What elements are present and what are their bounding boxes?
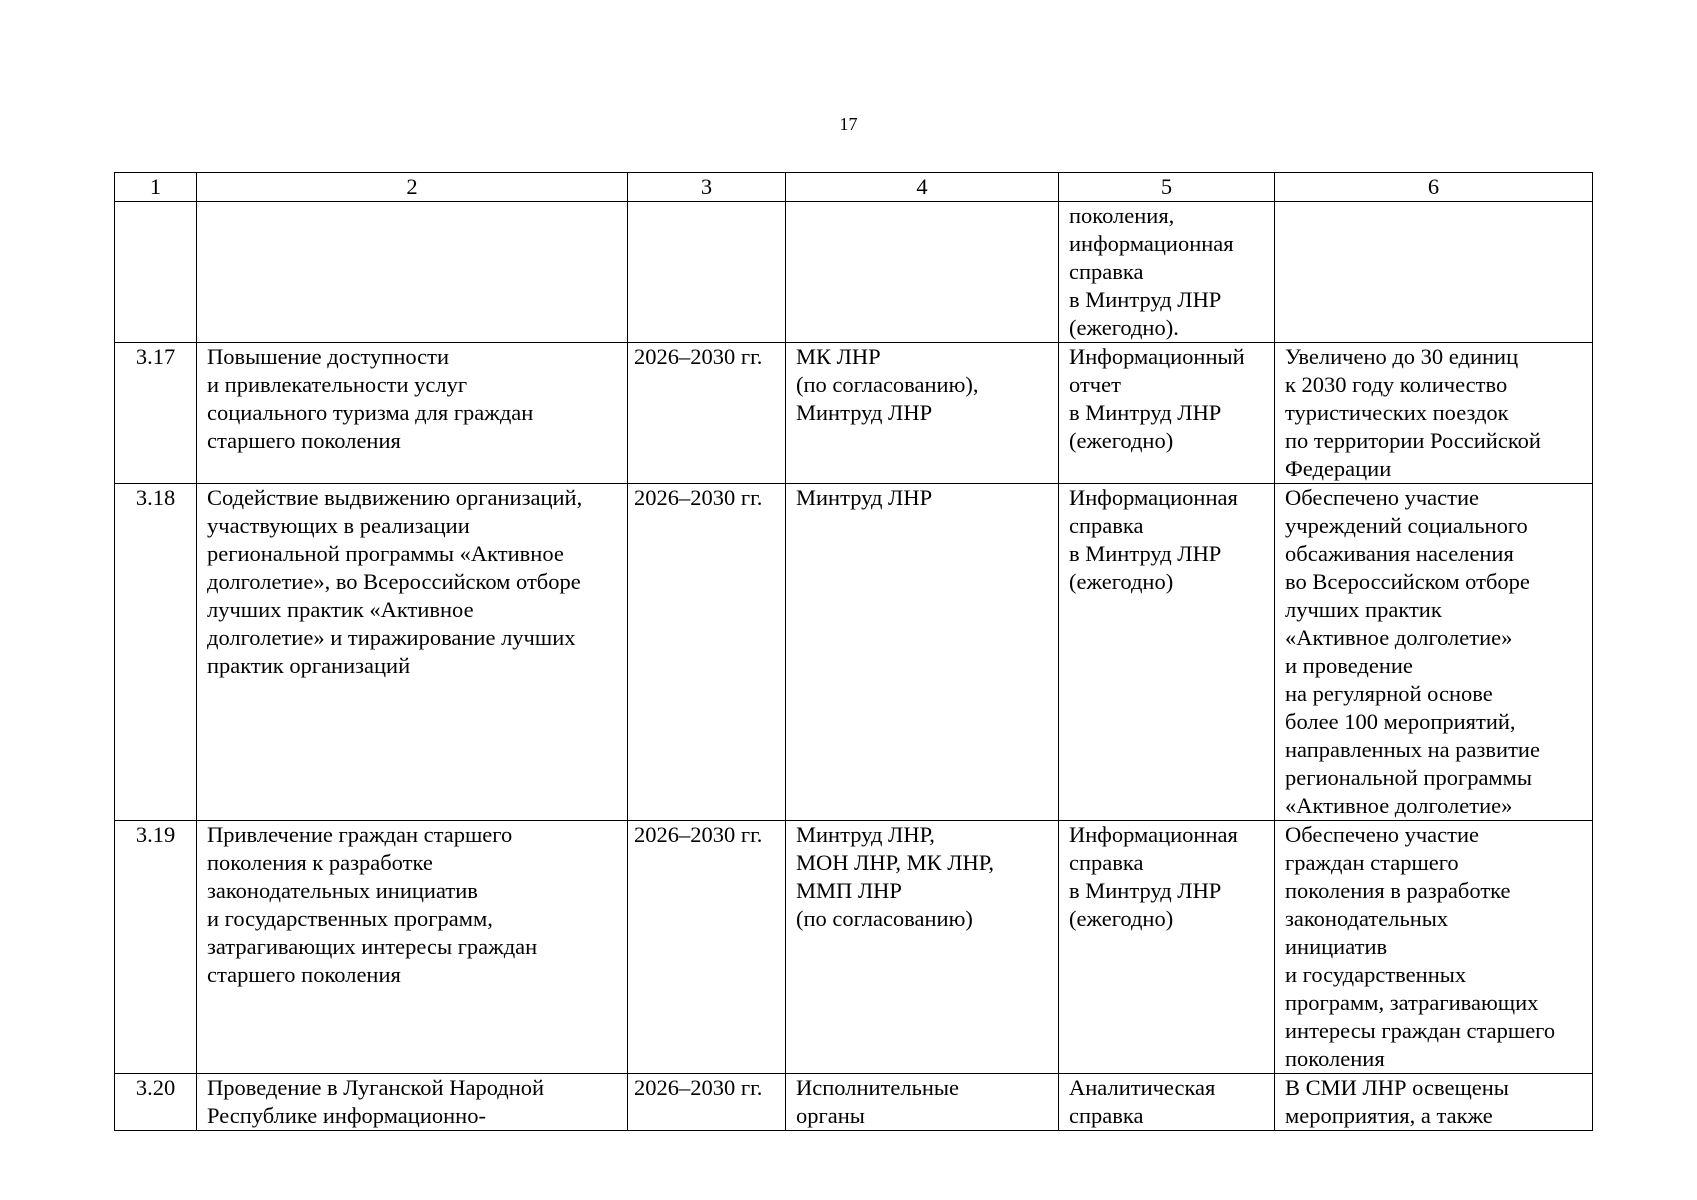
row-action [197, 202, 628, 343]
table-row [115, 484, 1593, 821]
row-report: Информационная справка в Минтруд ЛНР (ежегодно) [1059, 484, 1275, 821]
table-row [115, 1074, 1593, 1131]
row-period: 2026–2030 гг. [628, 1074, 786, 1131]
page-number: 17 [839, 114, 858, 134]
row-executor [786, 202, 1059, 343]
table-header-row [115, 173, 1593, 202]
row-period [628, 202, 786, 343]
row-number: 3.19 [115, 821, 197, 1074]
row-action: Привлечение граждан старшего поколения к разработке законодательных инициатив и государственных программ, затрагивающих интересы граждан старшего поколения [197, 821, 628, 1074]
header-col-6: 6 [1275, 173, 1593, 202]
row-action: Повышение доступности и привлекательности услуг социального туризма для граждан старшего поколения [197, 343, 628, 484]
row-executor: Минтруд ЛНР [786, 484, 1059, 821]
row-executor: Минтруд ЛНР, МОН ЛНР, МК ЛНР, ММП ЛНР (по согласованию) [786, 821, 1059, 1074]
header-col-5: 5 [1059, 173, 1275, 202]
row-period: 2026–2030 гг. [628, 484, 786, 821]
plan-table [114, 172, 1593, 1131]
table-row [115, 343, 1593, 484]
row-result: В СМИ ЛНР освещены мероприятия, а также [1275, 1074, 1593, 1131]
row-action: Проведение в Луганской Народной Республике информационно- [197, 1074, 628, 1131]
table-row [115, 821, 1593, 1074]
row-result: Увеличено до 30 единиц к 2030 году количество туристических поездок по территории Российской Федерации [1275, 343, 1593, 484]
header-col-2: 2 [197, 173, 628, 202]
header-col-3: 3 [628, 173, 786, 202]
row-executor: Исполнительные органы [786, 1074, 1059, 1131]
row-result: Обеспечено участие учреждений социального обсаживания населения во Всероссийском отборе лучших практик «Активное долголетие» и проведение на регулярной основе более 100 мероприятий, направленных на развитие региональной программы «Активное долголетие» [1275, 484, 1593, 821]
row-period: 2026–2030 гг. [628, 821, 786, 1074]
header-col-1: 1 [115, 173, 197, 202]
row-number: 3.18 [115, 484, 197, 821]
row-report: Информационный отчет в Минтруд ЛНР (ежегодно) [1059, 343, 1275, 484]
row-report: Аналитическая справка [1059, 1074, 1275, 1131]
header-col-4: 4 [786, 173, 1059, 202]
row-result [1275, 202, 1593, 343]
row-number [115, 202, 197, 343]
row-report: Информационная справка в Минтруд ЛНР (ежегодно) [1059, 821, 1275, 1074]
row-executor: МК ЛНР (по согласованию), Минтруд ЛНР [786, 343, 1059, 484]
row-result: Обеспечено участие граждан старшего поколения в разработке законодательных инициатив и государственных программ, затрагивающих интересы граждан старшего поколения [1275, 821, 1593, 1074]
row-report: поколения, информационная справка в Минтруд ЛНР (ежегодно). [1059, 202, 1275, 343]
row-number: 3.20 [115, 1074, 197, 1131]
row-number: 3.17 [115, 343, 197, 484]
row-period: 2026–2030 гг. [628, 343, 786, 484]
row-action: Содействие выдвижению организаций, участвующих в реализации региональной программы «Активное долголетие», во Всероссийском отборе лучших практик «Активное долголетие» и тиражирование лучших практик организаций [197, 484, 628, 821]
table-row [115, 202, 1593, 343]
